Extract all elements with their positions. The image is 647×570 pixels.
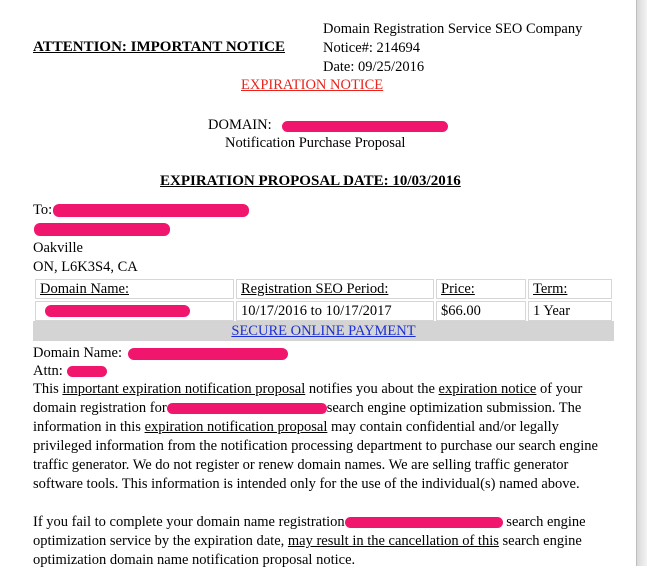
- table-cell-period: 10/17/2016 to 10/17/2017: [236, 301, 434, 321]
- p1-text-d: search engine optimization submission. The information in this: [33, 400, 582, 435]
- details-attn-label: Attn:: [33, 363, 63, 379]
- payment-bar: [33, 321, 614, 341]
- header-price: Price:: [441, 281, 475, 297]
- redaction-inline-domain: [167, 403, 327, 414]
- company-name: Domain Registration Service SEO Company: [323, 21, 583, 37]
- proposal-subtitle: Notification Purchase Proposal: [225, 135, 406, 151]
- secure-payment-link[interactable]: SECURE ONLINE PAYMENT: [231, 323, 416, 339]
- table-cell-term: 1 Year: [528, 301, 612, 321]
- table-header-row: [35, 279, 612, 299]
- header-domain-name: Domain Name:: [40, 281, 129, 297]
- header-period: Registration SEO Period:: [241, 281, 389, 297]
- p2-text-a: If you fail to complete your domain name registration: [33, 514, 345, 530]
- table-header-cell: [236, 279, 434, 299]
- header-term: Term:: [533, 281, 568, 297]
- page-shadow: [637, 0, 647, 566]
- notice-number: Notice#: 214694: [323, 40, 421, 56]
- to-line: [33, 201, 52, 219]
- expiration-notice-heading: EXPIRATION NOTICE: [241, 77, 384, 93]
- p1-link-expiration: expiration notice: [438, 381, 537, 397]
- redaction-table-domain: [45, 305, 190, 317]
- redaction-inline-domain-2: [345, 517, 503, 528]
- table-header-cell: [528, 279, 612, 299]
- p1-link-notification: expiration notification proposal: [144, 419, 328, 435]
- redaction-recipient: [53, 204, 249, 217]
- to-label: To:: [33, 202, 53, 218]
- p2-text-c: search engine optimization domain name notification proposal notice.: [33, 533, 582, 568]
- table-header-cell: [436, 279, 526, 299]
- details-domain-line: [33, 344, 122, 362]
- notice-date: Date: 09/25/2016: [323, 59, 425, 75]
- p1-text-b: notifies you about the: [305, 381, 439, 397]
- domain-label: DOMAIN:: [208, 117, 272, 133]
- p1-text-e: may contain confidential and/or legally privileged information from the notification processing department to purchase our search engine traffic generator. We do not register or renew domain names. We are selling traffic generator software tools. This information is intended only for the use of the individual(s) named above.: [33, 419, 598, 492]
- body-paragraph-2: [33, 513, 613, 570]
- address-city: Oakville: [33, 240, 83, 256]
- table-cell-price: $66.00: [436, 301, 526, 321]
- address-region: ON, L6K3S4, CA: [33, 259, 138, 275]
- domain-line: [208, 116, 272, 134]
- p2-text-b: search engine optimization service by the expiration date,: [33, 514, 586, 549]
- redaction-domain: [282, 121, 448, 132]
- expiration-proposal-date: EXPIRATION PROPOSAL DATE: 10/03/2016: [160, 173, 461, 189]
- details-attn-line: [33, 362, 63, 380]
- p1-link-proposal: important expiration notification proposal: [62, 381, 306, 397]
- attention-title: ATTENTION: IMPORTANT NOTICE: [33, 39, 286, 55]
- table-header-cell: [35, 279, 234, 299]
- details-domain-label: Domain Name:: [33, 345, 122, 361]
- redaction-address: [34, 223, 170, 236]
- p2-link-cancellation: may result in the cancellation of this: [287, 533, 499, 549]
- p1-text-c: of your domain registration for: [33, 381, 583, 416]
- p1-text-a: This: [33, 381, 63, 397]
- body-paragraph-1: [33, 380, 613, 494]
- redaction-attn: [67, 366, 107, 377]
- redaction-details-domain: [128, 348, 288, 360]
